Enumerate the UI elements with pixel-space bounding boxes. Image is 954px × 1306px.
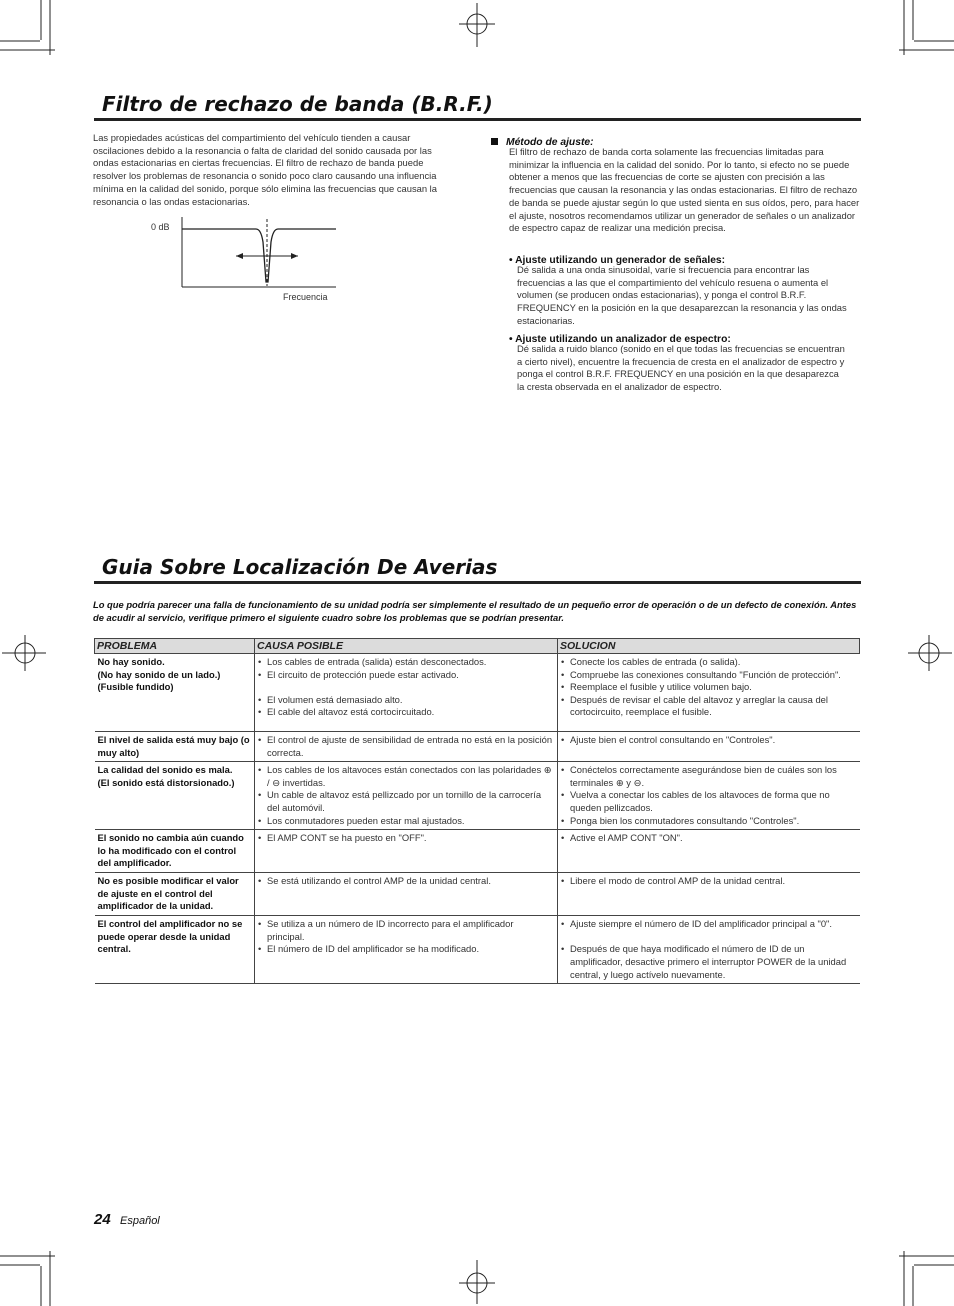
- cause-item: • El control de ajuste de sensibilidad de entrada no está en la posición correcta.: [258, 734, 553, 759]
- solution-item: • Vuelva a conectar los cables de los altavoces de forma que no queden pellizcados.: [561, 789, 856, 814]
- problem-cell: [95, 873, 255, 916]
- problem-cell: [95, 654, 255, 732]
- table-body: [95, 654, 860, 984]
- header-cause: CAUSA POSIBLE: [255, 639, 558, 654]
- cause-item: • El AMP CONT se ha puesto en "OFF".: [258, 832, 553, 845]
- graph-curve: [140, 214, 340, 290]
- crop-mark-top-right: [894, 0, 954, 60]
- problem-line: El nivel de salida está muy bajo (o muy alto): [97, 734, 250, 758]
- registration-mark-bottom: [457, 1260, 497, 1304]
- solution-item: • Después de que haya modificado el número de ID de un amplificador, desactive primero el interruptor POWER de la unidad central, y luego actívelo nuevamente.: [561, 943, 856, 981]
- troubleshooting-intro: Lo que podría parecer una falla de funcionamiento de su unidad podría ser simplemente el resultado de un pequeño error de operación o de un defecto de conexión. Antes de acudir al servicio, verifique primero el siguiente cuadro sobre los problemas que se podrían presentar.: [93, 599, 857, 623]
- problem-line: No es posible modificar el valor de ajuste en el control del amplificador de la unidad.: [97, 875, 239, 912]
- cause-cell: [255, 762, 558, 830]
- problem-line: El control del amplificador no se puede operar desde la unidad central.: [97, 918, 243, 955]
- solution-cell: [558, 916, 860, 984]
- solution-item: • Ajuste bien el control consultando en "Controles".: [561, 734, 856, 747]
- solution-item: • Libere el modo de control AMP de la unidad central.: [561, 875, 856, 888]
- solution-cell: [558, 654, 860, 732]
- table-row: [95, 873, 860, 916]
- method-item-signal-generator-heading: • Ajuste utilizando un generador de señales:: [509, 255, 726, 266]
- registration-mark-right: [908, 633, 952, 673]
- solution-cell: [558, 732, 860, 762]
- method-item-spectrum-analyzer-heading: • Ajuste utilizando un analizador de espectro:: [509, 334, 731, 345]
- brf-intro-paragraph: Las propiedades acústicas del compartimiento del vehículo tienden a causar oscilaciones debido a la resonancia o falta de claridad del sonido causada por las ondas estacionarias en ciertas frecuencias. El filtro de rechazo de banda puede resolver los problemas de resonancia o sonido poco claro causando una influencia mínima en la calidad del sonido, porque sólo elimina las frecuencias que causan la resonancia o las ondas estacionarias.: [93, 132, 437, 207]
- problem-line: El sonido no cambia aún cuando lo ha modificado con el control del amplificador.: [97, 832, 244, 869]
- problem-line: No hay sonido.: [97, 656, 165, 667]
- solution-item: • Conéctelos correctamente asegurándose bien de cuáles son los terminales ⊕ y ⊖.: [561, 764, 856, 789]
- problem-cell: [95, 762, 255, 830]
- solution-item: • Ponga bien los conmutadores consultando "Controles".: [561, 815, 856, 828]
- registration-mark-top: [457, 3, 497, 47]
- problem-cell: [95, 916, 255, 984]
- cause-item: • Se está utilizando el control AMP de la unidad central.: [258, 875, 553, 888]
- method-item-signal-generator-body: Dé salida a una onda sinusoidal, varíe si frecuencia para encontrar las frecuencias a las que el compartimiento del vehículo resuena o aumenta el volumen (se producen ondas estacionarias), y ponga el control B.R.F. FREQUENCY en la posición en la que desaparezcan la resonancia y las ondas estacionarias.: [517, 264, 847, 326]
- solution-item: • Ajuste siempre el número de ID del amplificador principal a "0".: [561, 918, 856, 931]
- brf-frequency-graph: [140, 214, 340, 308]
- table-row: [95, 762, 860, 830]
- graph-x-label: Frecuencia: [283, 292, 328, 302]
- solution-cell: [558, 873, 860, 916]
- solution-item: • Conecte los cables de entrada (o salida).: [561, 656, 856, 669]
- square-bullet-icon: [491, 138, 498, 145]
- problem-line: (El sonido está distorsionado.): [97, 776, 235, 788]
- table-header-row: [95, 639, 860, 654]
- method-item-spectrum-analyzer-body: Dé salida a ruido blanco (sonido en el que todas las frecuencias se encuentran a cierto nivel), encuentre la frecuencia de cresta en el analizador de espectro y ponga el control B.R.F. FREQUENCY en una posición en la que desaparezca la cresta observada en el analizador de espectro.: [517, 343, 845, 393]
- cause-item: • Los conmutadores pueden estar mal ajustados.: [258, 815, 553, 828]
- cause-item: • Los cables de los altavoces están conectados con las polaridades ⊕ / ⊖ invertidas.: [258, 764, 553, 789]
- graph-y-label: 0 dB: [151, 222, 170, 232]
- crop-mark-top-left: [0, 0, 60, 60]
- method-heading: Método de ajuste:: [491, 132, 594, 150]
- page-language: Español: [120, 1215, 160, 1227]
- registration-mark-left: [2, 633, 46, 673]
- problem-line: (No hay sonido de un lado.): [97, 668, 221, 680]
- problem-line: (Fusible fundido): [97, 681, 174, 693]
- table-row: [95, 654, 860, 732]
- table-row: [95, 916, 860, 984]
- cause-item: • El número de ID del amplificador se ha modificado.: [258, 943, 553, 956]
- solution-item: • Reemplace el fusible y utilice volumen bajo.: [561, 681, 856, 694]
- brf-title-rule: [94, 118, 861, 121]
- cause-item: • Los cables de entrada (salida) están desconectados.: [258, 656, 553, 669]
- method-body: El filtro de rechazo de banda corta solamente las frecuencias limitadas para minimizar la influencia en la calidad del sonido. Por lo tanto, si efecto no se puede obtener a menos que las frecuencias de corte se ajusten con precisión a las frecuencias que causan la resonancia y las ondas estacionarias. El filtro de rechazo de banda se puede ajustar según lo que usted sienta en sus oídos, pero, para hacer el ajuste, nosotros recomendamos utilizar un generador de señales o un analizador de espectro capaz de realizar una medición precisa.: [509, 146, 860, 234]
- cause-item: • Se utiliza a un número de ID incorrecto para el amplificador principal.: [258, 918, 553, 943]
- table-row: [95, 830, 860, 873]
- cause-cell: [255, 654, 558, 732]
- problem-cell: [95, 830, 255, 873]
- troubleshooting-table: [94, 638, 860, 984]
- cause-item: • El volumen está demasiado alto.: [258, 694, 553, 707]
- cause-cell: [255, 732, 558, 762]
- troubleshooting-section-title: Guia Sobre Localización De Averias: [102, 555, 498, 579]
- cause-cell: [255, 830, 558, 873]
- solution-item: • Después de revisar el cable del altavoz y arreglar la causa del cortocircuito, reemplace el fusible.: [561, 694, 856, 719]
- page-number: 24: [94, 1211, 111, 1228]
- solution-cell: [558, 830, 860, 873]
- cause-item: • El cable del altavoz está cortocircuitado.: [258, 706, 553, 719]
- troubleshooting-title-rule: [94, 581, 861, 584]
- header-solution: SOLUCION: [558, 639, 860, 654]
- solution-item: • Active el AMP CONT "ON".: [561, 832, 856, 845]
- problem-line: La calidad del sonido es mala.: [97, 764, 233, 776]
- cause-item: • Un cable de altavoz está pellizcado por un tornillo de la carrocería del automóvil.: [258, 789, 553, 814]
- problem-cell: [95, 732, 255, 762]
- solution-cell: [558, 762, 860, 830]
- cause-item: • El circuito de protección puede estar activado.: [258, 669, 553, 682]
- table-row: [95, 732, 860, 762]
- cause-cell: [255, 916, 558, 984]
- crop-mark-bottom-right: [894, 1246, 954, 1306]
- brf-section-title: Filtro de rechazo de banda (B.R.F.): [102, 92, 493, 116]
- cause-cell: [255, 873, 558, 916]
- solution-item: • Compruebe las conexiones consultando "Función de protección".: [561, 669, 856, 682]
- header-problem: PROBLEMA: [95, 639, 255, 654]
- crop-mark-bottom-left: [0, 1246, 60, 1306]
